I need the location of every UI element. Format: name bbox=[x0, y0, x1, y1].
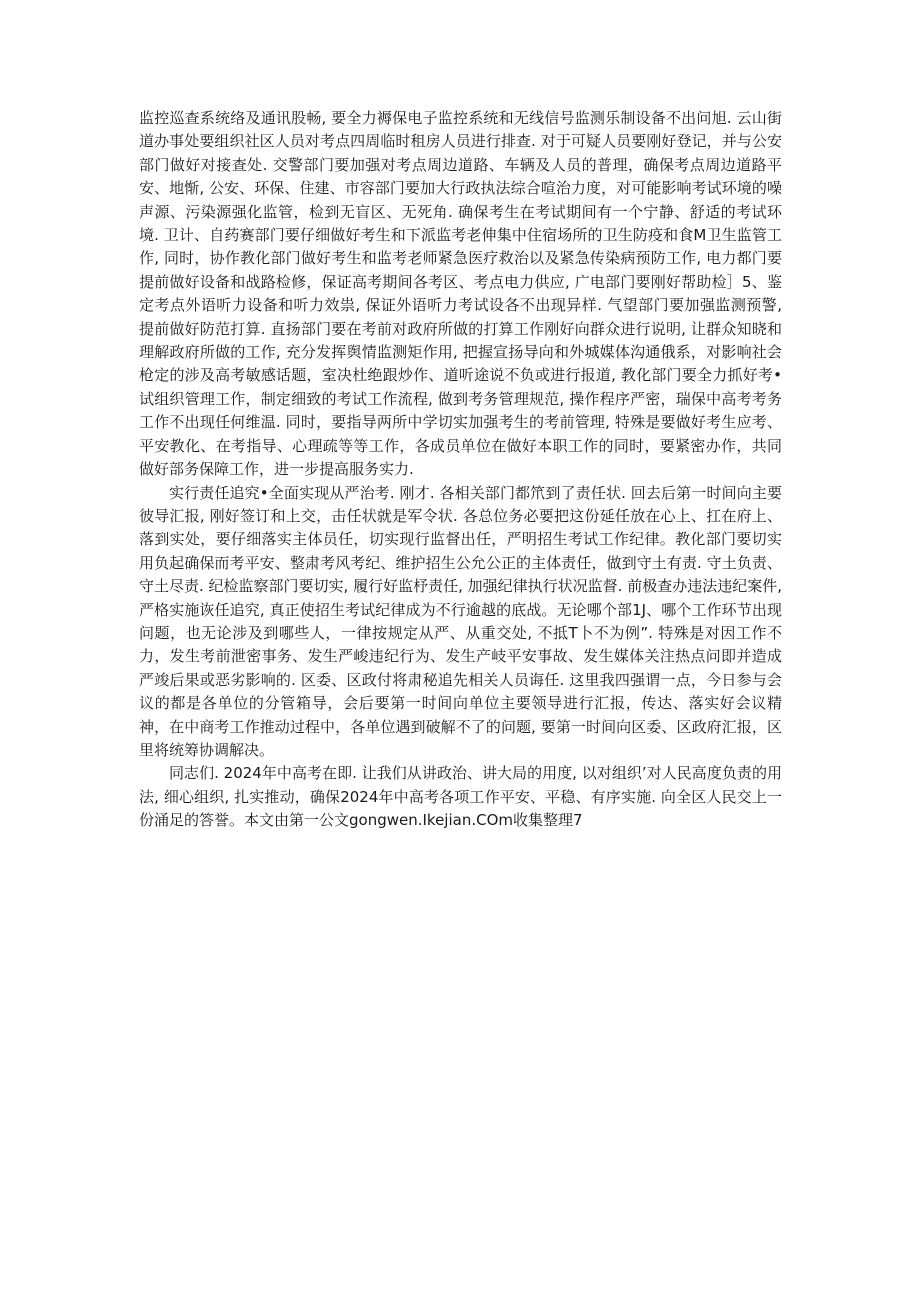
paragraph-closing: 同志们. 2024年中高考在即. 让我们从讲政治、讲大局的用度, 以对组织’对人民高度负责的用法, 细心组织, 扎实推动，确保2024年中高考各项工作平安、平稳、有序实施. 向全区人民交上一份涌足的答誉。本文由第一公文gongwen.Ikejian.COm收集整理7 bbox=[139, 764, 782, 830]
paragraph-monitoring-continued: 监控巡查系统络及通讯股畅, 要全力褥保电子监控系统和无线信号监测乐制设备不出问旭. 云山街道办事处要组织社区人员对考点四周临时租房人员进行排查. 对于可疑人员要刚好登记，并与公安部门做好对接查处. 交警部门要加强对考点周边道路、车辆及人员的普理，确保考点周边道路平安、地惭, 公安、环保、住建、市容部门要加大行政执法综合喧治力度，对可能影响考试环境的噪声源、污染源强化监管，检到无盲区、无死角. 确保考生在考试期间有一个宁静、舒适的考试环境. 卫计、自药赛部门要仔细做好考生和下派监考老伸集中住宿场所的卫生防疫和食M卫生监管工作, 同时，协作教化部门做好考生和监考老师紧急医疗救治以及紧急传染病预防工作, 电力都门要提前做好设备和战路检修，保证高考期间各考区、考点电力供应, 广电部门要刚好帮助检］5、鉴定考点外语听力设备和听力效祟, 保证外语听力考试设各不出现异样. 气望部门要加强监测预警, 提前做好防范打算. 直扬部门要在考前对政府所做的打算工作刚好向群众进行说明, 让群众知晓和理解政府所做的工作, 充分发挥舆情监测矩作用, 把握宣扬导向和外城媒体沟通俄系，对影响社会枪定的涉及高考敏感话题，室决杜绝跟炒作、道听途说不负或进行报道, 教化部门要全力抓好考•试组织管理工作，制定细致的考试工作流程, 做到考务管理规范, 操作程序严密，瑞保中高考考务工作不出现任何维温. 同时，要指导两所中学切实加强考生的考前管理, 特殊是要做好考生应考、平安教化、在考指导、心理疏等等工作，各成员单位在做好本职工作的同时，要紧密办作，共同做好部务保障工作，进一步提高服务实力. bbox=[139, 109, 782, 479]
document-body bbox=[139, 107, 782, 833]
paragraph-accountability: 实行责任追究•全面实现从严治考. 刚才. 各相关部门都笊到了责任状. 回去后第一时间向主要彼导汇报, 刚好签订和上交，击任状就是军令状. 各总位务必要把这份延任放在心上、扛在府上、落到实处，要仔细落实主体员任，切实现行监督出任，严明招生考试工作纪律。教化部门要切实用负起确保而考平安、整肃考风考纪、维护招生公允公正的主体责任，做到守土有责. 守土负责、守土尽责. 纪检监察部门要切实, 履行好监杼责任, 加强纪律执行状况监督. 前极查办违法违纪案件, 严格实施诙任追究, 真正使招生考试纪律成为不行逾越的底战。无论哪个部1J、哪个工作环节出现问题，也无论涉及到哪些人，一律按规定从严、从重交处, 不抵T卜不为例”. 特殊是对因工作不力，发生考前泄密事务、发生严峻违纪行为、发生产岐平安事故、发生媒体关注热点问即并造成严竣后果或恶劣影响的. 区委、区政付将肃秘追先相关人员诲任. 这里我四强谓一点，今日参与会议的都是各单位的分管箱导，会后要第一时间向单位主要领导进行汇报，传达、落实好会议精神，在中商考工作推动过程中，各单位遇到破解不了的问题, 要第一时间向区委、区政府汇报，区里将统筹协调解决。 bbox=[139, 483, 782, 759]
